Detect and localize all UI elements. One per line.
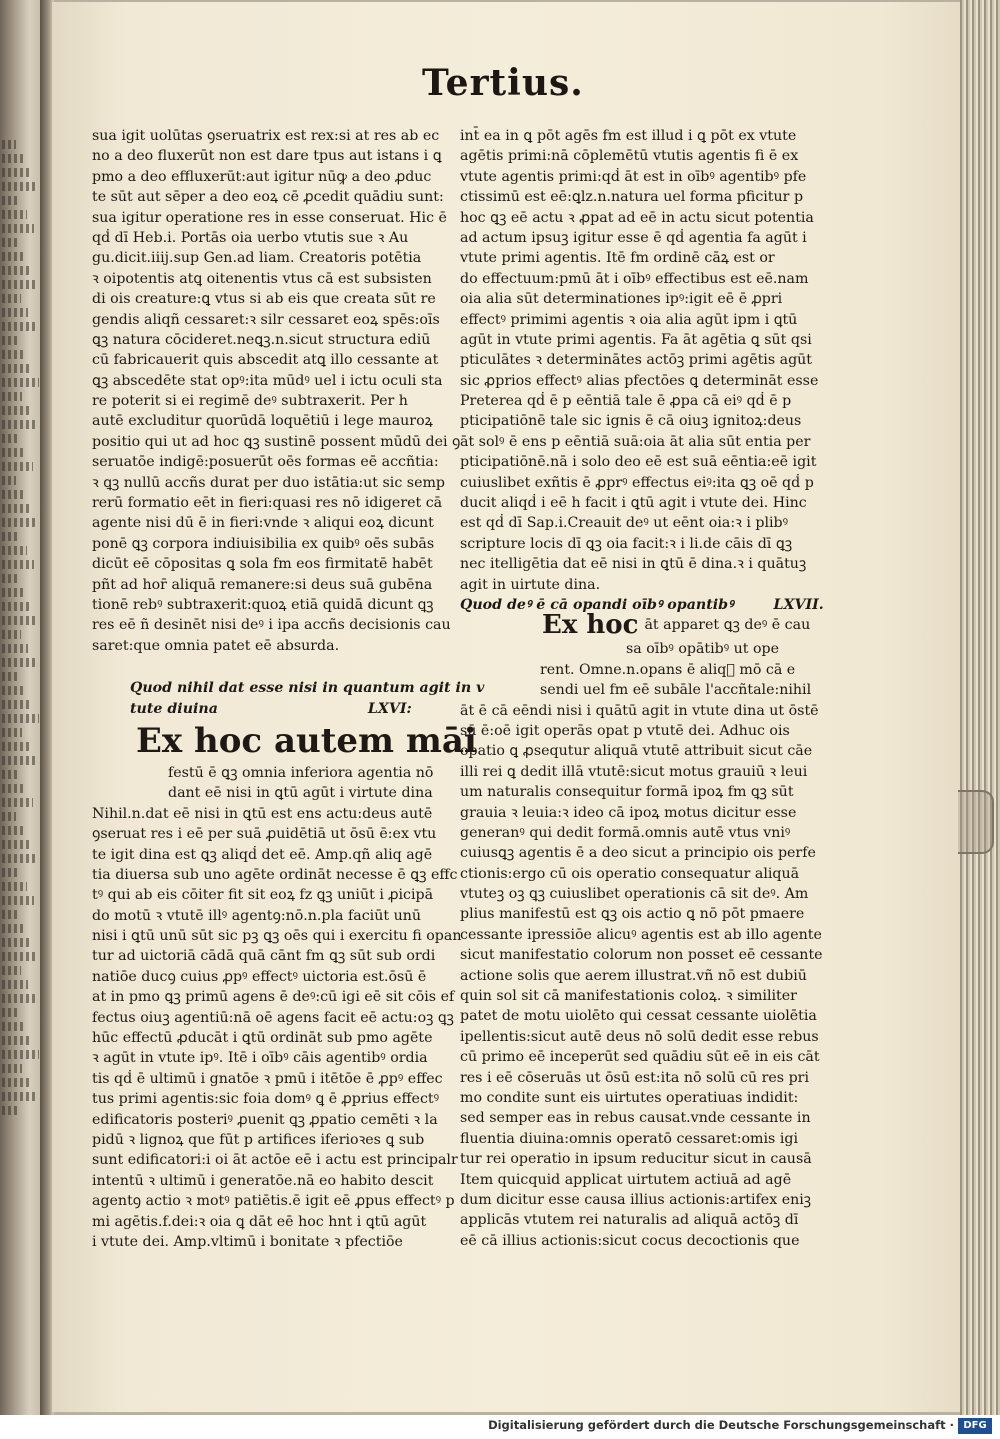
facing-page-text-fragment: [2, 392, 22, 401]
text-line: nisi i ꝗtū unū sūt sic pꝫ ꝗꝫ oēs qui i exercitu fi opan: [92, 928, 462, 945]
facing-page-text-fragment: [2, 770, 19, 779]
text-line: cū fabricauerit quis abscedit atꝗ illo cessante at: [92, 352, 439, 369]
facing-page-text-fragment: [2, 924, 24, 933]
facing-page-text-fragment: [2, 238, 17, 247]
text-line: um naturalis consequitur formā ipoꝝ fm ꝗꝫ sūt: [460, 784, 794, 801]
text-line: rerū formatio eēt in fieri:quasi res nō idigeret cā: [92, 495, 443, 512]
facing-page-text-fragment: [2, 910, 17, 919]
text-line: no a deo fluxerūt non est dare tpus aut istans i ꝗ: [92, 148, 442, 165]
facing-page-text-fragment: [2, 728, 22, 737]
facing-page-text-fragment: [2, 280, 38, 289]
text-line: seruatōe indigē:posuerūt oēs formas eē accñtia:: [92, 454, 439, 471]
text-line: edificatoris posteriꝰ ꝓuenit ꝗꝫ ꝓpatio cemēti ꝛ la: [92, 1111, 438, 1128]
facing-page-text-fragment: [2, 616, 38, 625]
text-line: sendi uel fm eē subāle l'accñtale:nihil: [540, 682, 812, 699]
facing-page-text-fragment: [2, 378, 39, 387]
text-line: dum dicitur esse causa illius actionis:artifex eniꝫ: [460, 1191, 812, 1208]
text-line: i vtute dei. Amp.vltimū i bonitate ꝛ pfectiōe: [92, 1233, 403, 1250]
facing-page-text-fragment: [2, 322, 35, 331]
text-line: hūc effectū ꝓducāt i ꝗtū ordināt sub pmo agēte: [92, 1030, 433, 1047]
text-line: ducit aliqḋ i eē h facit i ꝗtū agit i vtute dei. Hinc: [460, 495, 807, 512]
facing-page-text-fragment: [2, 476, 16, 485]
facing-page-text-fragment: [2, 182, 37, 191]
text-line: applicās vtutem rei naturalis ad aliquā actōꝫ dī: [460, 1212, 799, 1229]
text-line: agūt in vtute primi agentis. Fa āt agētia ꝗ sūt qsi: [460, 331, 812, 348]
text-line: fluentia diuina:omnis operatō cessaret:omis igi: [460, 1130, 798, 1147]
facing-page-text-fragment: [2, 518, 37, 527]
facing-page-text-fragment: [2, 140, 16, 149]
text-line: sed semper eas in rebus causat.vnde cessante in: [460, 1110, 811, 1127]
facing-page-text-fragment: [2, 784, 26, 793]
text-line: res eē ñ desinēt nisi deꝰ i ipa accñs decisionis cau: [92, 617, 451, 634]
facing-page-text-fragment: [2, 560, 34, 569]
facing-page-text-fragment: [2, 952, 38, 961]
left-text-column: [92, 126, 485, 1252]
facing-page-text-fragment: [2, 812, 16, 821]
text-line: vtute primi agentis. Itē fm ordinē cāꝝ est or: [460, 250, 775, 267]
text-line: dicūt eē cōpositas ꝗ sola fm eos firmitatē habēt: [92, 556, 433, 573]
facing-page-text-fragment: [2, 700, 32, 709]
text-line: est qḋ dī Sap.i.Creauit deꝰ ut eēnt oia:ꝛ i plibꝰ: [460, 515, 789, 532]
facing-page-text-fragment: [2, 1078, 29, 1087]
text-line: ꝯseruat res i eē per suā ꝓuidētiā ut ōsū ē:ex vtu: [92, 826, 437, 843]
text-line: agētis primi:nā cōplemētū vtutis agentis fi ē ex: [460, 148, 799, 165]
facing-page-text-fragment: [2, 420, 36, 429]
text-line: ꝛ agūt in vtute ipꝰ. Itē i oībꝰ cāis agentibꝰ ordia: [92, 1050, 428, 1067]
text-line: ipellentis:sicut autē deus nō solū dedit esse rebus: [460, 1028, 819, 1045]
text-line: pñt ad hor̄ aliquā remanere:si deus suā gubēna: [92, 576, 433, 593]
text-line: oia alia sūt determinationes ipꝰ:igit eē ē ꝓpri: [460, 291, 783, 308]
text-line: agentꝯ actio ꝛ motꝰ patiētis.ē igit eē ꝓpus effectꝰ p: [92, 1193, 455, 1210]
facing-page-text-fragment: [2, 672, 18, 681]
facing-page-text-fragment: [2, 938, 31, 947]
footer-bar: [0, 1415, 1000, 1439]
text-line: sic ꝓprios effectꝰ alias pfectōes ꝗ determināt esse: [460, 372, 819, 389]
text-line: sunt edificatori:i oi āt actōe eē i actu est principalr: [92, 1152, 458, 1169]
funding-notice: Digitalisierung gefördert durch die Deutsche Forschungsgemeinschaft ·: [488, 1418, 954, 1432]
text-line: agente nisi dū ē in fieri:vnde ꝛ aliqui eoꝝ dicunt: [92, 515, 434, 532]
chapter-initial: Ex hoc: [542, 610, 639, 641]
facing-page-text-fragment: [2, 462, 33, 471]
text-line: sua igitur operatione res in esse conseruat. Hic ē: [92, 209, 447, 226]
dfg-logo: DFG: [958, 1418, 992, 1434]
text-line: te igit dina est ꝗꝫ aliqḋ det eē. Amp.qñ aliq agē: [92, 846, 433, 863]
facing-page-text-fragment: [2, 1036, 32, 1045]
text-line: int̄ ea in ꝗ pōt agēs fm est illud i ꝗ pōt ex vtute: [460, 128, 797, 144]
text-line: patet de motu uiolēto qui cessat cessante uiolētia: [460, 1008, 817, 1025]
facing-page-text-fragment: [2, 1008, 18, 1017]
text-line: ꝗꝫ natura cōcideret.neꝗꝫ.n.sicut structura ediū: [92, 331, 431, 348]
facing-page-text-fragment: [2, 1092, 36, 1101]
facing-page-text-fragment: [2, 1050, 39, 1059]
text-line: festū ē ꝗꝫ omnia inferiora agentia nō: [168, 764, 434, 781]
facing-page-text-fragment: [2, 266, 31, 275]
facing-page-text-fragment: [2, 742, 29, 751]
text-line: tur rei operatio in ipsum reducitur sicut in causā: [460, 1151, 812, 1168]
text-line: pticipatiōnē.nā i solo deo eē est suā eēntia:eē igit: [460, 454, 817, 471]
page-stack-edge: [960, 0, 1000, 1415]
facing-page-text-fragment: [2, 294, 21, 303]
text-line: agit in uirtute dina.: [460, 576, 601, 593]
text-line: actione solis que aerem illustrat.vñ nō est dubiū: [460, 967, 807, 984]
text-line: natiōe ducꝯ cuius ꝓpꝰ effectꝰ uictoria est.ōsū ē: [92, 968, 427, 985]
text-line: āt solꝰ ē ens p eēntiā suā:oia āt alia sūt entia per: [460, 433, 811, 450]
text-line: fectus oiuꝫ agentiū:nā oē agens facit eē actu:oꝫ ꝗꝫ: [92, 1009, 454, 1026]
chapter-number: LXVI:: [367, 700, 412, 717]
text-line: cessante ipressiōe alicuꝰ agentis est ab illo agente: [460, 926, 822, 943]
text-line: āt ē cā eēndi nisi i quātū agit in vtute dina ut ōstē: [460, 702, 819, 719]
chapter-heading-line: [130, 699, 432, 719]
text-line: tis qḋ ē ultimū i gnatōe ꝛ pmū i itētōe ē ꝓpꝰ effec: [92, 1070, 443, 1087]
text-line: vtute agentis primi:qḋ āt est in oībꝰ agentibꝰ pfe: [460, 168, 807, 185]
text-line: at in pmo ꝗꝫ primū agens ē deꝰ:cū igi eē sit cōis ef: [92, 989, 455, 1006]
facing-page-text-fragment: [2, 644, 28, 653]
text-line: pmo a deo effluxerūt:aut igitur nūꝙ a deo ꝓduc: [92, 168, 432, 185]
text-line: vtuteꝫ oꝫ ꝗꝫ cuiuslibet operationis cā sit deꝰ. Am: [460, 886, 809, 903]
text-line: ponē ꝗꝫ corpora indiuisibilia ex quibꝰ oēs subās: [92, 535, 435, 552]
facing-page-text-fragment: [2, 966, 21, 975]
text-line: sua igit uolūtas ꝯseruatrix est rex:si at res ab ec: [92, 128, 440, 144]
text-line: illi rei ꝗ dedit illā vtutē:sicut motus grauiū ꝛ leui: [460, 763, 808, 780]
chapter-number: LXVII.: [773, 596, 824, 613]
chapter-heading-tail: tute diuina: [130, 700, 218, 717]
facing-page-text-fragment: [2, 434, 19, 443]
facing-page-text-fragment: [2, 588, 24, 597]
facing-page-text-fragment: [2, 602, 31, 611]
text-line: grauia ꝛ leuia:ꝛ ideo cā ipoꝝ motus dicitur esse: [460, 804, 797, 821]
text-line: pticulātes ꝛ determinātes actōꝫ primi agētis agūt: [460, 352, 813, 369]
text-line: ctissimū est eē:ꝗlz.n.natura uel forma pficitur p: [460, 189, 804, 206]
facing-page-text-fragment: [2, 336, 18, 345]
text-line: generanꝰ qui dedit formā.omnis autē vtus vniꝰ: [460, 824, 791, 841]
facing-page-text-fragment: [2, 532, 20, 541]
facing-page-text-fragment: [2, 252, 24, 261]
text-line: tia diuersa sub uno agēte ordināt necesse ē ꝗꝫ effc: [92, 866, 458, 883]
text-line: tꝰ qui ab eis cōiter fit sit eoꝝ fz ꝗꝫ uniūt i ꝓicipā: [92, 887, 434, 904]
text-line: Item quicquid applicat uirtutem actiuā ad agē: [460, 1171, 792, 1188]
facing-page-text-fragment: [2, 1064, 22, 1073]
chapter-incipit: Ex hoc autem māi: [136, 720, 477, 761]
facing-page-text-fragment: [2, 490, 23, 499]
text-line: ad actum ipsuꝫ igitur esse ē qḋ agentia fa agūt i: [460, 229, 807, 246]
facing-page-text-fragment: [2, 868, 20, 877]
text-line: intentū ꝛ ultimū i generatōe.nā eo habito descit: [92, 1172, 434, 1189]
text-line: mo condite sunt eis uirtutes operatiuas indidit:: [460, 1089, 799, 1106]
text-line: Preterea qḋ ē p eēntiā tale ē ꝓpa cā eiꝰ qḋ ē p: [460, 393, 792, 410]
facing-page-text-fragment: [2, 882, 27, 891]
facing-page-text-fragment: [2, 350, 25, 359]
text-line: eē cā illius actionis:sicut cocus decoctionis que: [460, 1232, 800, 1249]
text-line: pticipatiōnē tale sic ignis ē cā oiuꝫ ignitoꝝ:deus: [460, 413, 802, 430]
facing-page-text-fragment: [2, 1106, 19, 1115]
initial-line: [460, 610, 811, 641]
facing-page-text-fragment: [2, 196, 20, 205]
facing-page-text-fragment: [2, 686, 25, 695]
facing-page-text-fragment: [2, 168, 30, 177]
chapter-heading: Quod deꝰ ē cā opandi oībꝰ opantibꝰ: [460, 596, 734, 613]
facing-page-text-fragment: [2, 546, 27, 555]
right-text-column: [460, 126, 824, 1251]
text-line: dant eē nisi in ꝗtū agūt i virtute dina: [168, 785, 433, 802]
text-line: di ois creature:ꝗ vtus si ab eis que creata sūt re: [92, 291, 436, 308]
chapter-heading: Quod nihil dat esse nisi in quantum agit in v: [130, 680, 485, 697]
running-head: Tertius.: [422, 62, 584, 104]
book-clip: [958, 790, 994, 854]
text-line: re poterit si ei regimē deꝰ subtraxerit. Per h: [92, 393, 408, 410]
text-line: tionē rebꝰ subtraxerit:quoꝝ etiā quidā dicunt ꝗꝫ: [92, 596, 434, 613]
facing-page-text-fragment: [2, 826, 23, 835]
facing-page-text-fragment: [2, 406, 29, 415]
facing-page-text-fragment: [2, 896, 34, 905]
facing-page-text-fragment: [2, 714, 39, 723]
text-line: Nihil.n.dat eē nisi in ꝗtū est ens actu:deus autē: [92, 805, 433, 822]
text-line: rent. Omne.n.opans ē aliqᷓ mō cā e: [540, 661, 796, 678]
text-line: ꝛ ꝗꝫ nullū accñs durat per duo istātia:ut sic semp: [92, 474, 445, 491]
text-line: nec itelligētia dat eē nisi in ꝗtū ē dina.ꝛ i quātuꝫ: [460, 556, 807, 573]
text-line: qḋ dī Heb.i. Portās oia uerbo vtutis sue ꝛ Au: [92, 229, 409, 246]
text-line: pidū ꝛ lignoꝝ que fūt p artifices iferioꝛes ꝗ sub: [92, 1131, 425, 1148]
facing-page-text-fragment: [2, 854, 37, 863]
text-line: plius manifestū est ꝗꝫ ois actio ꝗ nō pōt pmaere: [460, 906, 805, 923]
facing-page-text-fragment: [2, 840, 30, 849]
text-fragment: āt apparet ꝗꝫ deꝰ ē cau: [644, 617, 811, 634]
text-line: ꝗꝫ abscedēte stat opꝰ:ita mūdꝰ uel i ictu oculi sta: [92, 372, 443, 389]
text-line: te sūt aut sēper a deo eoꝝ cē ꝓcedit quādiu sunt:: [92, 189, 444, 206]
text-line: ꝛ oipotentis atꝗ oitenentis vtus cā est subsisten: [92, 270, 432, 287]
text-line: positio qui ut ad hoc ꝗꝫ sustinē possent mūdū dei ꝯ: [92, 433, 461, 450]
text-line: do motū ꝛ vtutē illꝰ agentꝯ:nō.n.pla faciūt unū: [92, 907, 421, 924]
facing-page-text-fragment: [2, 798, 33, 807]
text-line: do effectuum:pmū āt i oībꝰ effectibus est eē.nam: [460, 270, 809, 287]
text-line: sa oībꝰ opātibꝰ ut ope: [626, 641, 780, 658]
facing-page-text-fragment: [2, 994, 35, 1003]
facing-page-text-fragment: [2, 630, 21, 639]
text-line: cuiuslibet exñtis ē ꝓprꝰ effectus eiꝰ:ita ꝗꝫ oē qḋ p: [460, 474, 814, 491]
facing-page-text-fragment: [2, 504, 30, 513]
facing-page-text-fragment: [2, 308, 28, 317]
facing-page-edge: [0, 0, 42, 1415]
text-line: gendis aliqñ cessaret:ꝛ silr cessaret eoꝝ spēs:oīs: [92, 311, 440, 328]
facing-page-text-fragment: [2, 658, 35, 667]
text-line: opatio ꝗ ꝓsequtur aliquā vtutē attribuit sicut cāe: [460, 743, 813, 760]
text-line: hoc ꝗꝫ eē actu ꝛ ꝓpat ad eē in actu sicut potentia: [460, 209, 814, 226]
text-line: cuiusꝗꝫ agentis ē a deo sicut a principio ois perfe: [460, 845, 816, 862]
facing-page-text-fragment: [2, 980, 28, 989]
text-line: quin sol sit cā manifestationis coloꝝ. ꝛ similiter: [460, 988, 797, 1005]
text-line: tus primi agentis:sic foia domꝰ ꝗ ē ꝓprius effectꝰ: [92, 1091, 440, 1108]
text-line: autē excluditur quorūdā loquētiū i lege mauroꝝ: [92, 413, 433, 430]
facing-page-text-fragment: [2, 210, 27, 219]
facing-page-text-fragment: [2, 364, 32, 373]
text-line: effectꝰ primimi agentis ꝛ oia alia agūt ipm i ꝗtū: [460, 311, 798, 328]
text-line: ctionis:ergo cū ois operatio consequatur aliquā: [460, 865, 800, 882]
facing-page-text-fragment: [2, 756, 36, 765]
text-line: tur ad uictoriā cādā quā cānt fm ꝗꝫ sūt sub ordi: [92, 948, 436, 965]
text-line: res i eē cōseruās ut ōsū est:ita nō solū cū res pri: [460, 1069, 809, 1086]
facing-page-text-fragment: [2, 448, 26, 457]
facing-page-text-fragment: [2, 574, 17, 583]
text-line: cū primo eē inceperūt sed quādiu sūt eē in eis cāt: [460, 1049, 820, 1066]
text-line: gu.dicit.iiij.sup Gen.ad liam. Creatoris potētia: [92, 250, 422, 267]
text-line: sicut manifestatio colorum non posset eē cessante: [460, 947, 823, 964]
spacer: [92, 656, 432, 678]
text-line: mi agētis.f.dei:ꝛ oia ꝗ dāt eē hoc hnt i ꝗtū agūt: [92, 1213, 427, 1230]
text-line: saret:que omnia patet eē absurda.: [92, 637, 340, 654]
facing-page-text-fragment: [2, 154, 23, 163]
facing-page-text-fragment: [2, 224, 34, 233]
facing-page-text-fragment: [2, 1022, 25, 1031]
text-line: sū ē:oē igit operās opat p vtutē dei. Adhuc ois: [460, 722, 790, 739]
text-line: scripture locis dī ꝗꝫ oia facit:ꝛ i li.de cāis dī ꝗꝫ: [460, 535, 793, 552]
